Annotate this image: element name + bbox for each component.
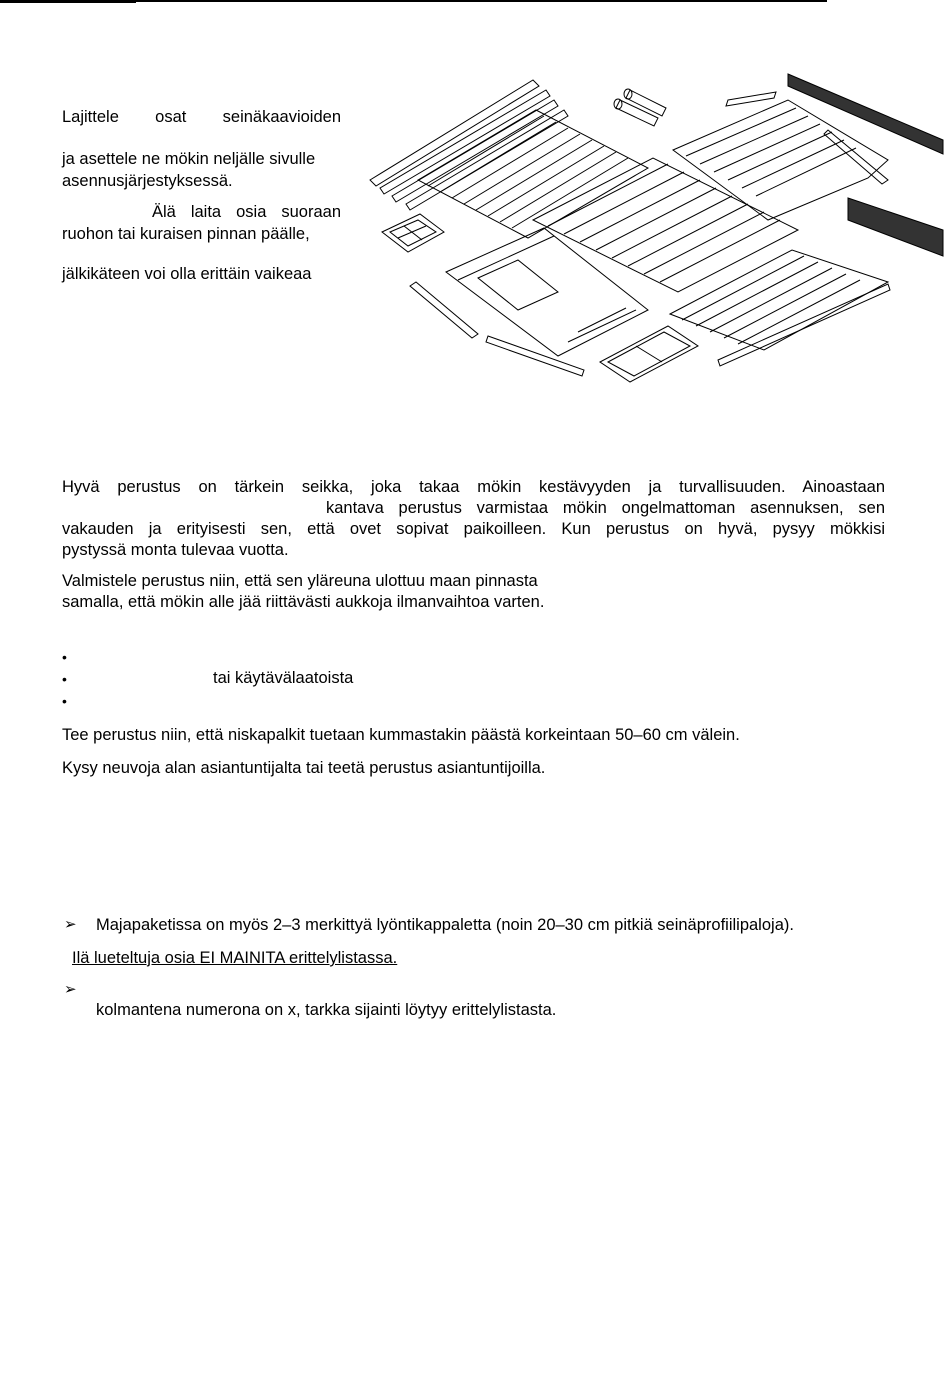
- word: osat: [155, 108, 187, 126]
- foundation-p3: Tee perustus niin, että niskapalkit tuetaan kummastakin päästä korkeintaan 50–60 cm välein.: [62, 726, 740, 744]
- parts-illustration: [368, 70, 948, 400]
- foundation-p1-line3: vakauden ja erityisesti sen, että ovet sopivat paikoilleen. Kun perustus on hyvä, pysyy mökkisi: [62, 520, 885, 538]
- wall-panel-lower-right: [670, 250, 890, 366]
- foundation-p2-line2: samalla, että mökin alle jää riittävästi aukkoja ilmanvaihtoa varten.: [62, 593, 545, 611]
- word: seinäkaavioiden: [222, 108, 341, 126]
- sort-line-6: jälkikäteen voi olla erittäin vaikeaa: [62, 265, 312, 283]
- word: laita: [190, 203, 222, 221]
- sort-line-4: [152, 202, 341, 222]
- word: osia: [236, 203, 267, 221]
- sort-line-3: asennusjärjestyksessä.: [62, 172, 233, 190]
- word: Lajittele: [62, 108, 119, 126]
- sort-line-5: ruohon tai kuraisen pinnan päälle,: [62, 225, 310, 243]
- word: Älä: [152, 203, 176, 221]
- foundation-p4: Kysy neuvoja alan asiantuntijalta tai teetä perustus asiantuntijoilla.: [62, 759, 546, 777]
- sort-line-1: [62, 107, 341, 127]
- note-1: Majapaketissa on myös 2–3 merkittyä lyöntikappaletta (noin 20–30 cm pitkiä seinäprofiilipaloja).: [96, 916, 794, 934]
- foundation-p1-line1: Hyvä perustus on tärkein seikka, joka takaa mökin kestävyyden ja turvallisuuden. Ainoastaan: [62, 478, 885, 496]
- window-left: [382, 214, 444, 252]
- bullet-3: •: [62, 693, 67, 709]
- gable-panel-lower-left: [446, 228, 648, 356]
- note-underlined: Ilä lueteltuja osia EI MAINITA erittelylistassa.: [72, 949, 398, 967]
- foundation-p1-line4: pystyssä monta tulevaa vuotta.: [62, 541, 289, 559]
- arrow-bullet-1: ➢: [64, 916, 77, 933]
- door-panel-lower: [600, 326, 698, 382]
- roller-rods: [614, 89, 666, 126]
- arrow-bullet-2: ➢: [64, 981, 77, 998]
- word: suoraan: [281, 203, 342, 221]
- sort-line-2: ja asettele ne mökin neljälle sivulle: [62, 150, 316, 168]
- planks-top-left: [370, 80, 568, 210]
- bullet-2-text: tai käytävälaatoista: [213, 669, 354, 687]
- bullet-1: •: [62, 649, 67, 665]
- dark-beams: [788, 74, 943, 256]
- section-title-rule: [0, 2, 136, 4]
- planks-lower-left: [410, 282, 584, 376]
- bullet-2: •: [62, 671, 67, 687]
- foundation-p2-line1: Valmistele perustus niin, että sen yläreuna ulottuu maan pinnasta: [62, 572, 538, 590]
- foundation-p1-line2: kantava perustus varmistaa mökin ongelmattoman asennuksen, sen: [326, 499, 885, 517]
- note-2-line2: kolmantena numerona on x, tarkka sijainti löytyy erittelylistasta.: [96, 1001, 557, 1019]
